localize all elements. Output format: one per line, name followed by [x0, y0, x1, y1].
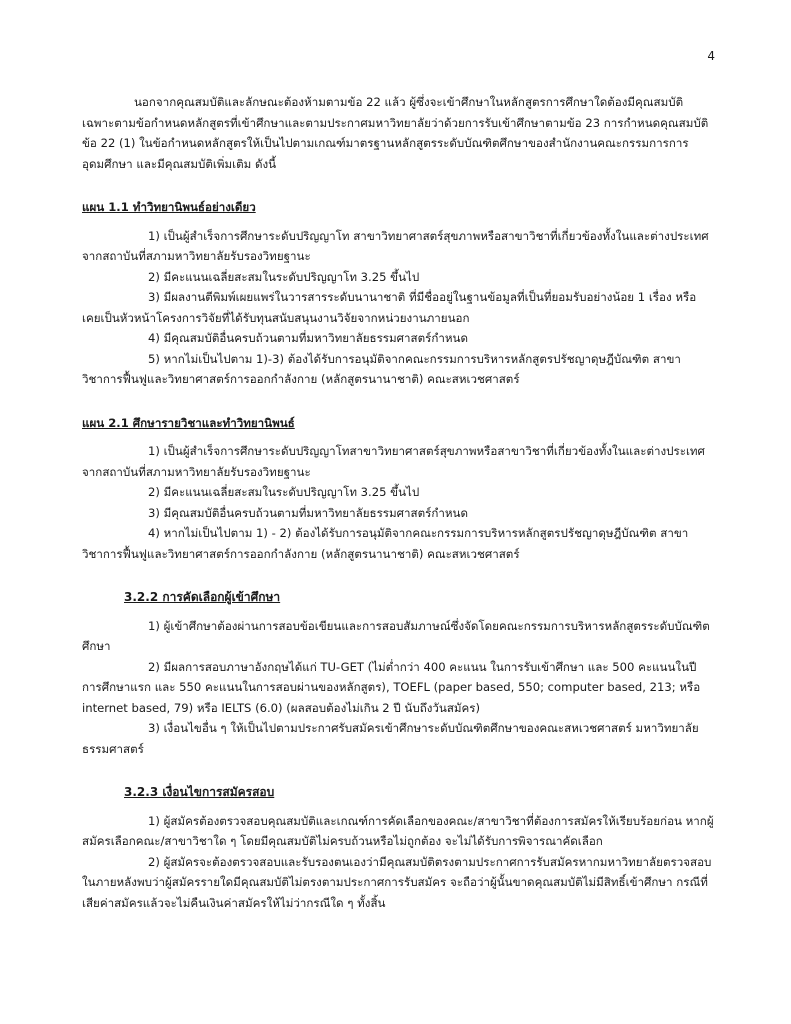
plan-1-1-item: 3) มีผลงานตีพิมพ์เผยแพร่ในวารสารระดับนานาชาติ ที่มีชื่ออยู่ในฐานข้อมูลที่เป็นที่ยอมรับอย่างน้อย 1 เรื่อง หรือเคยเป็นหัวหน้าโครงการวิจัยที่ได้รับทุนสนับสนุนงานวิจัยจากหน่วยงานภายนอก: [82, 290, 697, 325]
intro-paragraph: นอกจากคุณสมบัติและลักษณะต้องห้ามตามข้อ 22 แล้ว ผู้ซึ่งจะเข้าศึกษาในหลักสูตรการศึกษาใดต้องมีคุณสมบัติเฉพาะตามข้อกำหนดหลักสูตรที่เข้าศึกษาและตามประกาศมหาวิทยาลัยว่าด้วยการรับเข้าศึกษาตามข้อ 23 การกำหนดคุณสมบัติข้อ 22 (1) ในข้อกำหนดหลักสูตรให้เป็นไปตามเกณฑ์มาตรฐานหลักสูตรระดับบัณฑิตศึกษาของสำนักงานคณะกรรมการการอุดมศึกษา และมีคุณสมบัติเพิ่มเติม ดังนี้: [82, 95, 709, 171]
plan-1-1-item: 4) มีคุณสมบัติอื่นครบถ้วนตามที่มหาวิทยาลัยธรรมศาสตร์กำหนด: [148, 331, 469, 345]
plan-2-1-item: 2) มีคะแนนเฉลี่ยสะสมในระดับปริญญาโท 3.25 ขึ้นไป: [148, 485, 420, 499]
section-3-2-2-item: 2) มีผลการสอบภาษาอังกฤษได้แก่ TU-GET (ไม่ต่ำกว่า 400 คะแนน ในการรับเข้าศึกษา และ 500 คะแนนในปีการศึกษาแรก และ 550 คะแนนในการสอบผ่านของหลักสูตร), TOEFL (paper based, 550; computer based, 213; หรือ internet based, 79) หรือ IELTS (6.0) (ผลสอบต้องไม่เกิน 2 ปี นับถึงวันสมัคร): [82, 659, 701, 715]
plan-1-1-heading: แผน 1.1 ทำวิทยานิพนธ์อย่างเดียว: [82, 200, 256, 214]
plan-2-1-item: 3) มีคุณสมบัติอื่นครบถ้วนตามที่มหาวิทยาลัยธรรมศาสตร์กำหนด: [148, 505, 469, 520]
section-3-2-3-item: 1) ผู้สมัครต้องตรวจสอบคุณสมบัติและเกณฑ์การคัดเลือกของคณะ/สาขาวิชาที่ต้องการสมัครให้เรียบร้อยก่อน หากผู้สมัครเลือกคณะ/สาขาวิชาใด ๆ โดยมีคุณสมบัติไม่ครบถ้วนหรือไม่ถูกต้อง จะไม่ได้รับการพิจารณาคัดเลือก: [82, 813, 714, 848]
section-3-2-2-heading: 3.2.2 การคัดเลือกผู้เข้าศึกษา: [124, 590, 281, 604]
page-content: [82, 92, 714, 913]
section-3-2-3-heading: 3.2.3 เงื่อนไขการสมัครสอบ: [124, 785, 275, 799]
plan-2-1-item: 4) หากไม่เป็นไปตาม 1) - 2) ต้องได้รับการอนุมัติจากคณะกรรมการบริหารหลักสูตรปรัชญาดุษฎีบัณฑิต สาขาวิชาการฟื้นฟูและวิทยาศาสตร์การออกกำลังกาย (หลักสูตรนานาชาติ) คณะสหเวชศาสตร์: [82, 526, 689, 561]
page-number: 4: [707, 49, 715, 63]
section-3-2-2-item: 1) ผู้เข้าศึกษาต้องผ่านการสอบข้อเขียนและการสอบสัมภาษณ์ซึ่งจัดโดยคณะกรรมการบริหารหลักสูตรระดับบัณฑิตศึกษา: [82, 618, 710, 653]
plan-2-1-heading: แผน 2.1 ศึกษารายวิชาและทำวิทยานิพนธ์: [82, 415, 295, 430]
plan-1-1-item: 5) หากไม่เป็นไปตาม 1)-3) ต้องได้รับการอนุมัติจากคณะกรรมการบริหารหลักสูตรปรัชญาดุษฎีบัณฑิต สาขาวิชาการฟื้นฟูและวิทยาศาสตร์การออกกำลังกาย (หลักสูตรนานาชาติ) คณะสหเวชศาสตร์: [82, 351, 681, 386]
plan-2-1-item: 1) เป็นผู้สำเร็จการศึกษาระดับปริญญาโทสาขาวิทยาศาสตร์สุขภาพหรือสาขาวิชาที่เกี่ยวข้องทั้งในและต่างประเทศจากสถาบันที่สภามหาวิทยาลัยรับรองวิทยฐานะ: [82, 444, 705, 479]
section-3-2-3-item: 2) ผู้สมัครจะต้องตรวจสอบและรับรองตนเองว่ามีคุณสมบัติตรงตามประกาศการรับสมัครหากมหาวิทยาลัยตรวจสอบในภายหลังพบว่าผู้สมัครรายใดมีคุณสมบัติไม่ตรงตามประกาศการรับสมัคร จะถือว่าผู้นั้นขาดคุณสมบัติไม่มีสิทธิ์เข้าศึกษา กรณีที่เสียค่าสมัครแล้วจะไม่คืนเงินค่าสมัครให้ไม่ว่ากรณีใด ๆ ทั้งสิ้น: [82, 854, 712, 910]
plan-1-1-item: 1) เป็นผู้สำเร็จการศึกษาระดับปริญญาโท สาขาวิทยาศาสตร์สุขภาพหรือสาขาวิชาที่เกี่ยวข้องทั้งในและต่างประเทศ จากสถาบันที่สภามหาวิทยาลัยรับรองวิทยฐานะ: [82, 228, 709, 263]
section-3-2-2-item: 3) เงื่อนไขอื่น ๆ ให้เป็นไปตามประกาศรับสมัครเข้าศึกษาระดับบัณฑิตศึกษาของคณะสหเวชศาสตร์ มหาวิทยาลัยธรรมศาสตร์: [82, 721, 699, 756]
plan-1-1-item: 2) มีคะแนนเฉลี่ยสะสมในระดับปริญญาโท 3.25 ขึ้นไป: [148, 269, 420, 284]
